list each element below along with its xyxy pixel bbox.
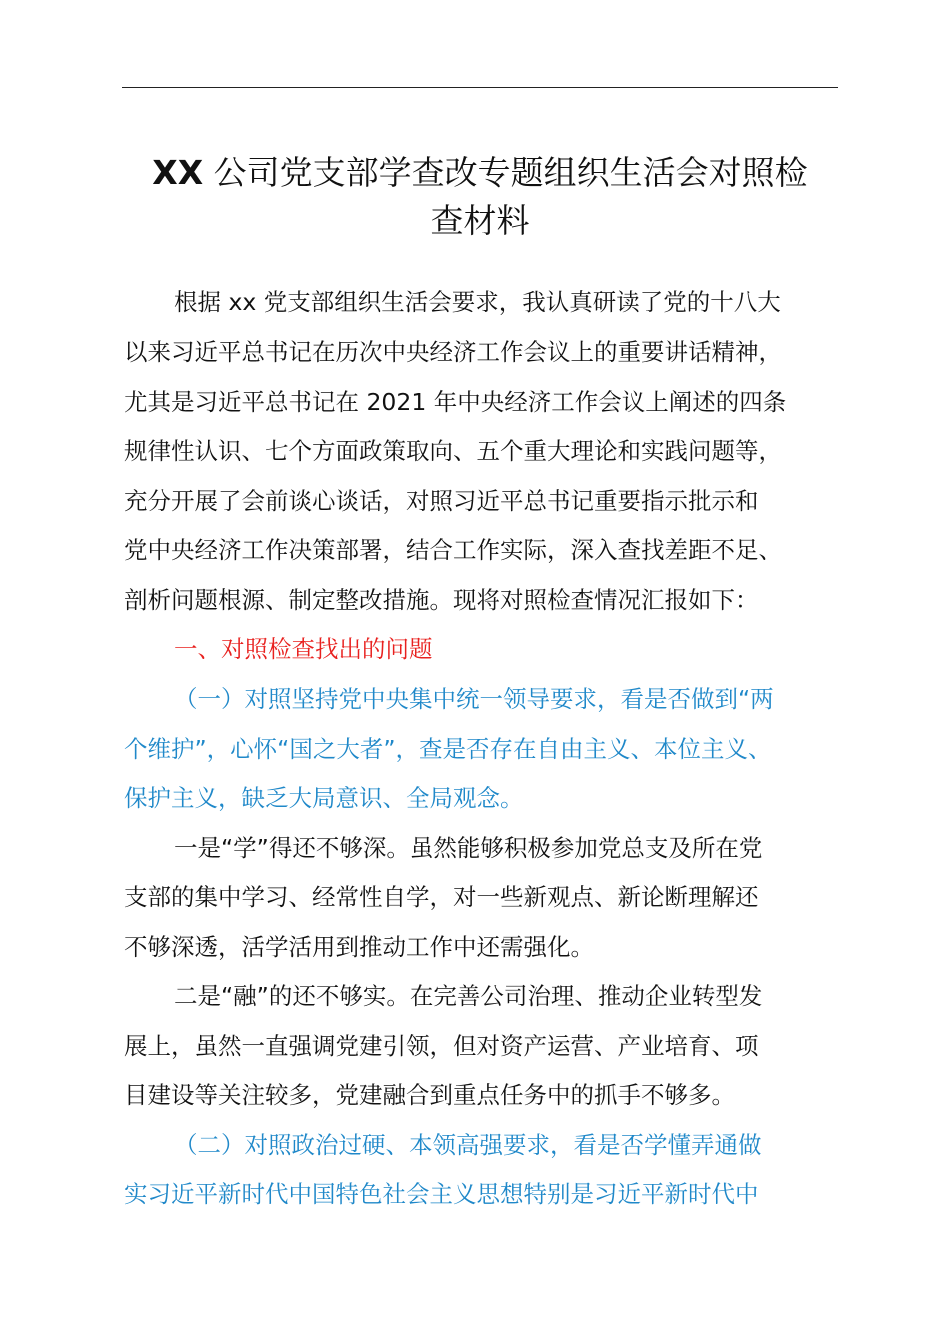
point-line: 一是“学”得还不够深。虽然能够积极参加党总支及所在党: [174, 834, 763, 862]
point-line: 目建设等关注较多，党建融合到重点任务中的抓手不够多。: [124, 1081, 735, 1109]
intro-line: 剖析问题根源、制定整改措施。现将对照检查情况汇报如下：: [124, 586, 759, 614]
title-rest: 公司党支部学查改专题组织生活会对照检: [203, 153, 808, 192]
subsection-heading-line: 实习近平新时代中国特色社会主义思想特别是习近平新时代中: [124, 1180, 759, 1208]
document-title-line-2: 查材料: [430, 201, 530, 240]
intro-line: 党中央经济工作决策部署，结合工作实际，深入查找差距不足、: [124, 536, 782, 564]
intro-line: 充分开展了会前谈心谈话，对照习近平总书记重要指示批示和: [124, 487, 759, 515]
point-line: 展上，虽然一直强调党建引领，但对资产运营、产业培育、项: [124, 1032, 759, 1060]
title-prefix: XX: [152, 153, 204, 192]
subsection-heading-line: （一）对照坚持党中央集中统一领导要求，看是否做到“两: [174, 685, 774, 713]
header-rule: [122, 87, 838, 88]
point-line: 不够深透，活学活用到推动工作中还需强化。: [124, 933, 594, 961]
subsection-heading-line: 保护主义，缺乏大局意识、全局观念。: [124, 784, 524, 812]
point-line: 支部的集中学习、经常性自学，对一些新观点、新论断理解还: [124, 883, 759, 911]
intro-line: 以来习近平总书记在历次中央经济工作会议上的重要讲话精神，: [124, 338, 782, 366]
intro-line: 根据 xx 党支部组织生活会要求，我认真研读了党的十八大: [174, 288, 781, 316]
subsection-heading-line: 个维护”，心怀“国之大者”，查是否存在自由主义、本位主义、: [124, 735, 772, 763]
intro-line: 尤其是习近平总书记在 2021 年中央经济工作会议上阐述的四条: [124, 388, 787, 416]
subsection-heading-line: （二）对照政治过硬、本领高强要求，看是否学懂弄通做: [174, 1131, 762, 1159]
intro-line: 规律性认识、七个方面政策取向、五个重大理论和实践问题等，: [124, 437, 782, 465]
point-line: 二是“融”的还不够实。在完善公司治理、推动企业转型发: [174, 982, 763, 1010]
document-title-line-1: [110, 152, 850, 194]
section-heading: 一、对照检查找出的问题: [174, 635, 433, 663]
